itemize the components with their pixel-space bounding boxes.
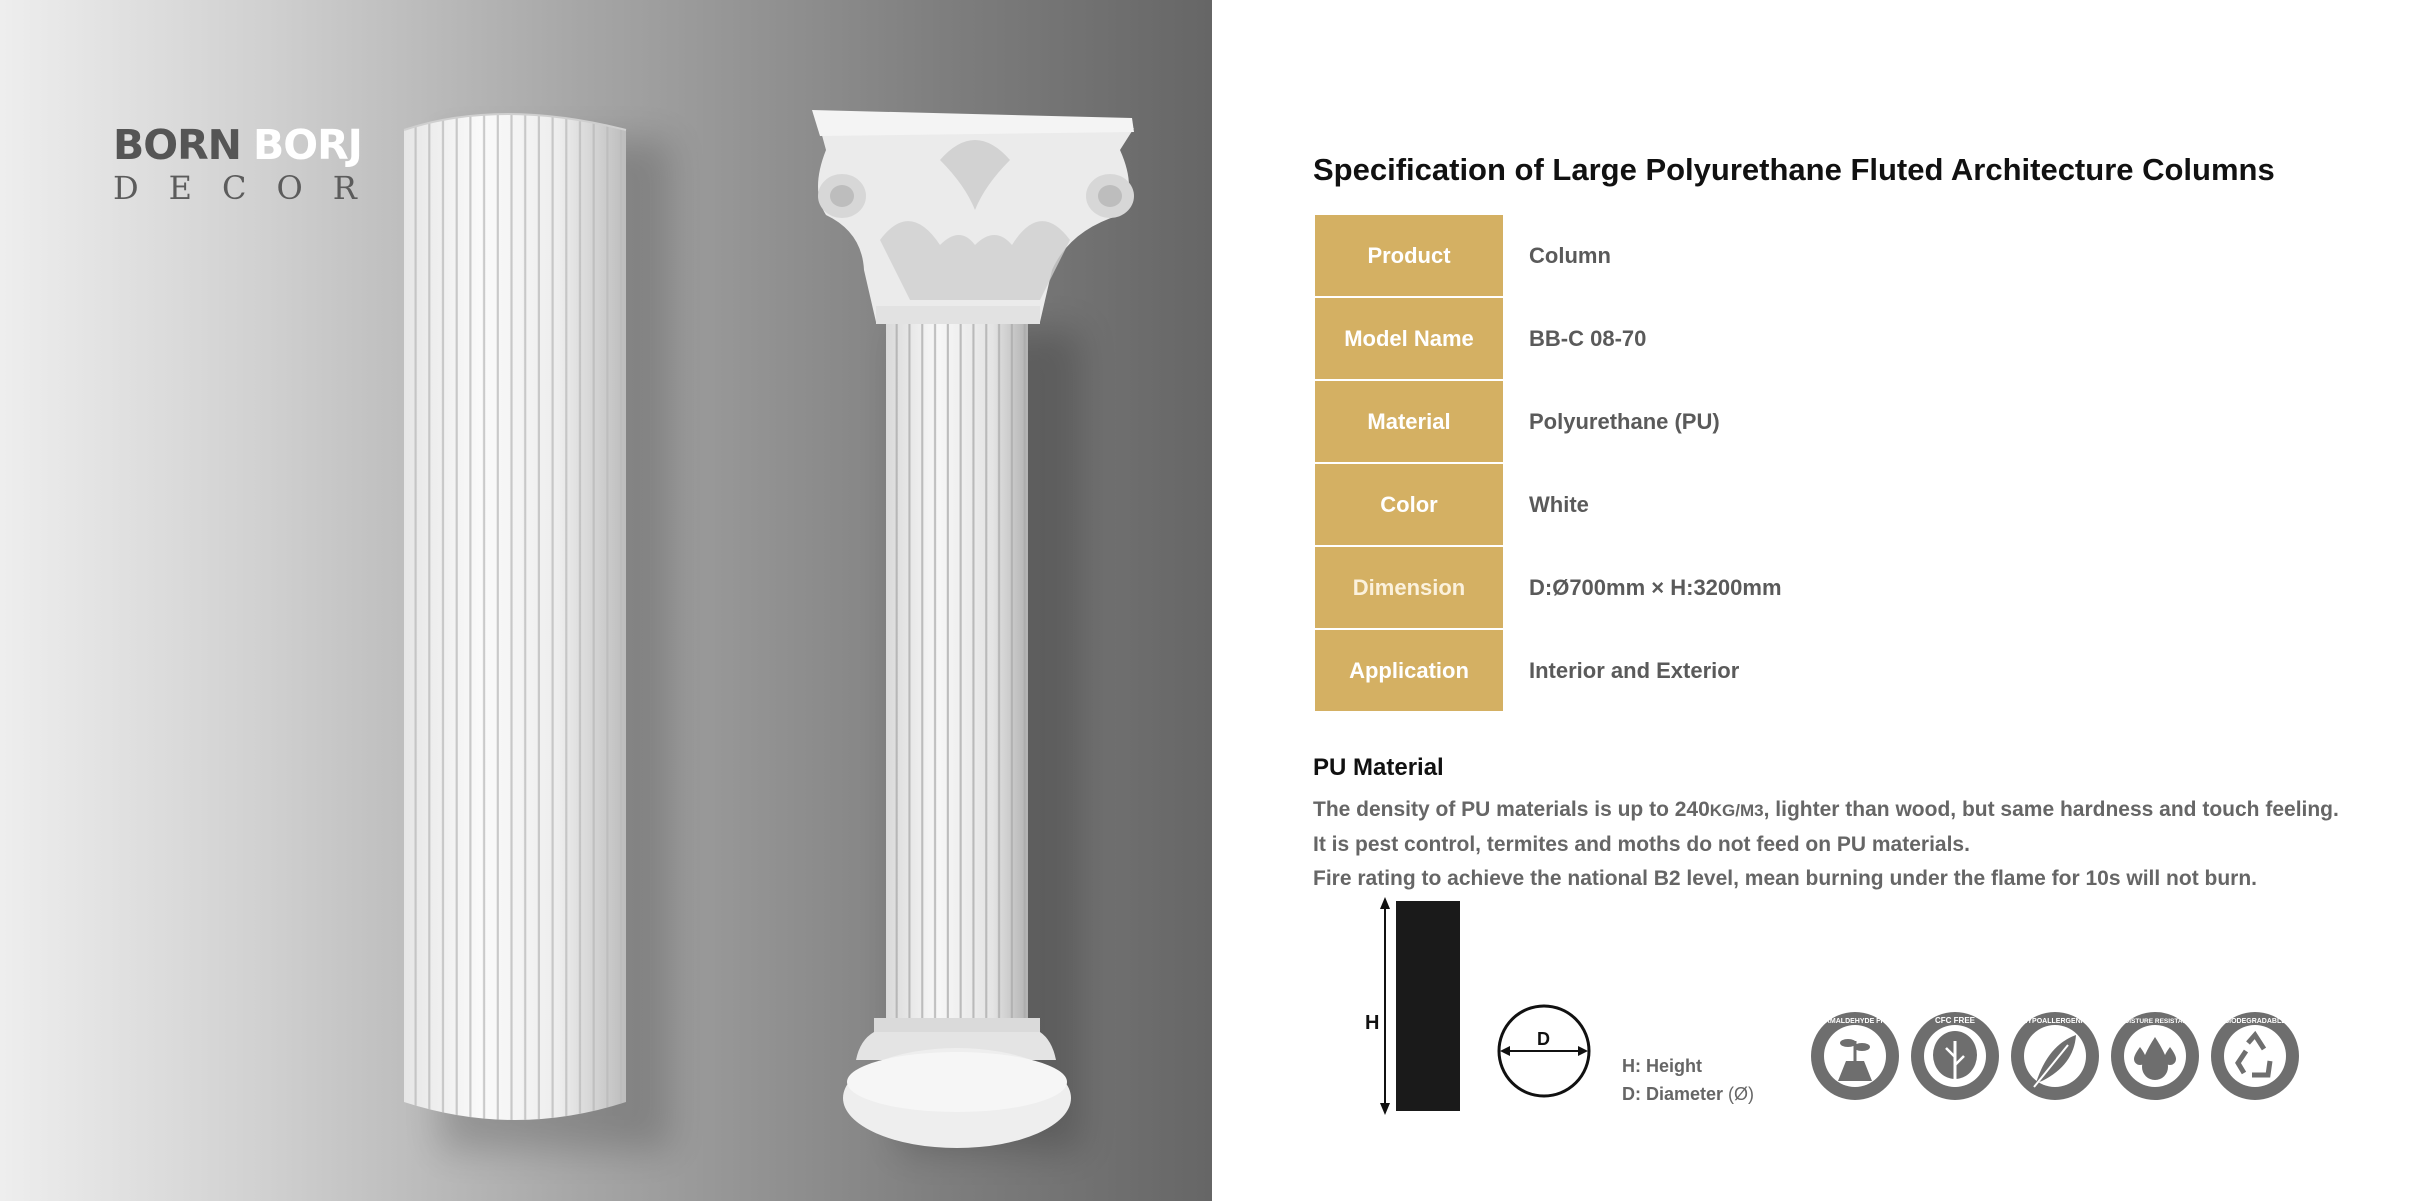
height-arrow-icon [1380,897,1390,1115]
dimension-legend [1622,1052,1754,1108]
badge-text: HYPOALLERGENIC [2022,1018,2088,1025]
badge-biodegradable [2208,1003,2302,1103]
pu-line-text: The density of PU materials is up to 240 [1313,798,1710,821]
spec-row-color [1314,463,2150,546]
page-title: Specification of Large Polyurethane Fluted Architecture Columns [1313,152,2275,187]
spec-value: White [1504,463,2150,546]
spec-label: Dimension [1314,546,1504,629]
pu-line-density [1313,793,2339,828]
spec-row-material [1314,380,2150,463]
spec-value: Polyurethane (PU) [1504,380,2150,463]
column-silhouette-icon [1396,901,1460,1111]
spec-table [1313,213,2151,713]
legend-diameter-text: D: Diameter [1622,1084,1724,1104]
spec-value: BB-C 08-70 [1504,297,2150,380]
legend-diameter-symbol: (Ø) [1728,1084,1755,1104]
spec-row-product [1314,214,2150,297]
badge-text: CFC FREE [1935,1016,1975,1025]
pu-line-pest: It is pest control, termites and moths do not feed on PU materials. [1313,833,1970,856]
spec-value: Column [1504,214,2150,297]
spec-label: Model Name [1314,297,1504,380]
density-unit: KG/M3 [1709,801,1764,820]
badge-cfc-free [1908,1003,2002,1103]
spec-row-application [1314,629,2150,712]
spec-value: D:Ø700mm × H:3200mm [1504,546,2150,629]
spec-label: Product [1314,214,1504,297]
badge-formaldehyde-free [1808,1003,1902,1103]
spec-row-model-name [1314,297,2150,380]
badge-text: BIODEGRADABLE [2224,1018,2286,1025]
pu-line-fire: Fire rating to achieve the national B2 level, mean burning under the flame for 10s will not burn. [1313,867,2258,890]
badge-moisture-resistant [2108,1003,2202,1103]
fluted-half-column [404,114,626,1120]
badge-text: FORMALDEHYDE FREE [1815,1018,1895,1025]
diameter-label: D [1537,1029,1550,1049]
diameter-circle-icon [1499,1006,1589,1096]
spec-label: Application [1314,629,1504,712]
height-label: H [1365,1012,1380,1034]
badge-hypoallergenic [2008,1003,2102,1103]
spec-row-dimension [1314,546,2150,629]
logo-borj: BORJ [253,121,362,169]
corinthian-column [812,110,1134,1148]
spec-value: Interior and Exterior [1504,629,2150,712]
pu-line-text: , lighter than wood, but same hardness and touch feeling. [1763,798,2339,821]
pu-material-description [1313,793,2339,896]
pu-material-heading: PU Material [1313,754,1444,781]
dimension-diagram [1350,895,1620,1120]
certification-badges [1808,1003,2302,1103]
brand-logo [113,122,387,206]
badge-text: MOISTURE RESISTANT [2118,1018,2192,1025]
legend-height: H: Height [1622,1056,1702,1076]
legend-diameter [1622,1080,1754,1108]
spec-label: Material [1314,380,1504,463]
spec-label: Color [1314,463,1504,546]
logo-born: BORN [113,121,241,169]
logo-decor: DECOR [113,169,387,207]
